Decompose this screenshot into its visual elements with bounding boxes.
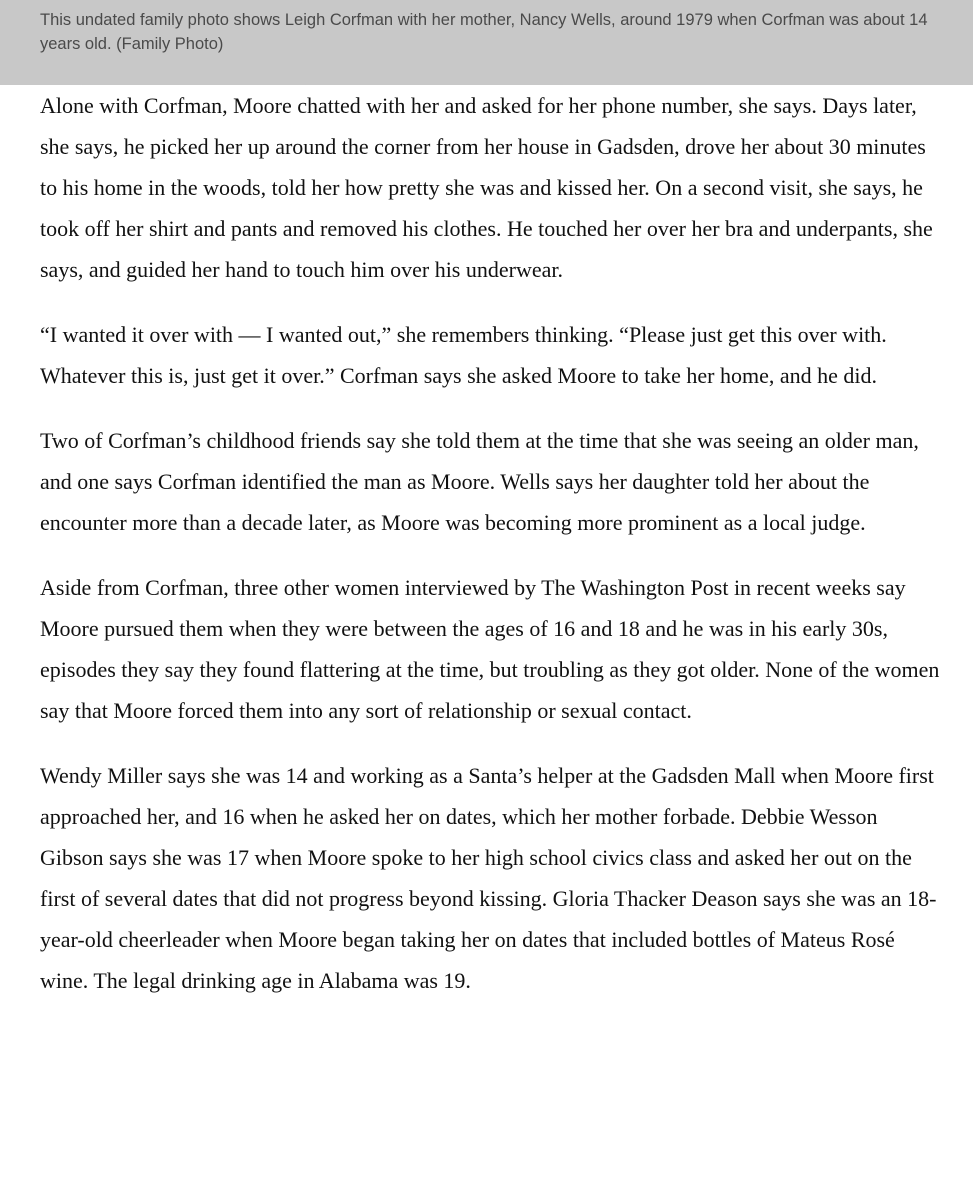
article-paragraph-5: Wendy Miller says she was 14 and working as a Santa’s helper at the Gadsden Mall when Moore first approached her, and 16 when he asked her on dates, which her mother forbade. Debbie Wesson Gibson says she was 17 when Moore spoke to her high school civics class and asked her out on the first of several dates that did not progress beyond kissing. Gloria Thacker Deason says she was an 18-year-old cheerleader when Moore began taking her on dates that included bottles of Mateus Rosé wine. The legal drinking age in Alabama was 19. bbox=[40, 763, 937, 993]
photo-caption: This undated family photo shows Leigh Corfman with her mother, Nancy Wells, around 1979 when Corfman was about 14 years old. (Family Photo) bbox=[40, 11, 928, 53]
article-paragraph-1: Alone with Corfman, Moore chatted with her and asked for her phone number, she says. Days later, she says, he picked her up around the corner from her house in Gadsden, drove her about 30 minutes to his home in the woods, told her how pretty she was and kissed her. On a second visit, she says, he took off her shirt and pants and removed his clothes. He touched her over her bra and underpants, she says, and guided her hand to touch him over his underwear. bbox=[40, 93, 933, 282]
article-paragraph-3: Two of Corfman’s childhood friends say she told them at the time that she was seeing an older man, and one says Corfman identified the man as Moore. Wells says her daughter told her about the encounter more than a decade later, as Moore was becoming more prominent as a local judge. bbox=[40, 428, 919, 535]
article-body bbox=[40, 85, 940, 1025]
article-paragraph-2: “I wanted it over with — I wanted out,” she remembers thinking. “Please just get this over with. Whatever this is, just get it over.” Corfman says she asked Moore to take her home, and he did. bbox=[40, 322, 887, 388]
article-paragraph-4: Aside from Corfman, three other women interviewed by The Washington Post in recent weeks say Moore pursued them when they were between the ages of 16 and 18 and he was in his early 30s, episodes they say they found flattering at the time, but troubling as they got older. None of the women say that Moore forced them into any sort of relationship or sexual contact. bbox=[40, 575, 940, 723]
photo-caption-bar bbox=[0, 0, 973, 85]
